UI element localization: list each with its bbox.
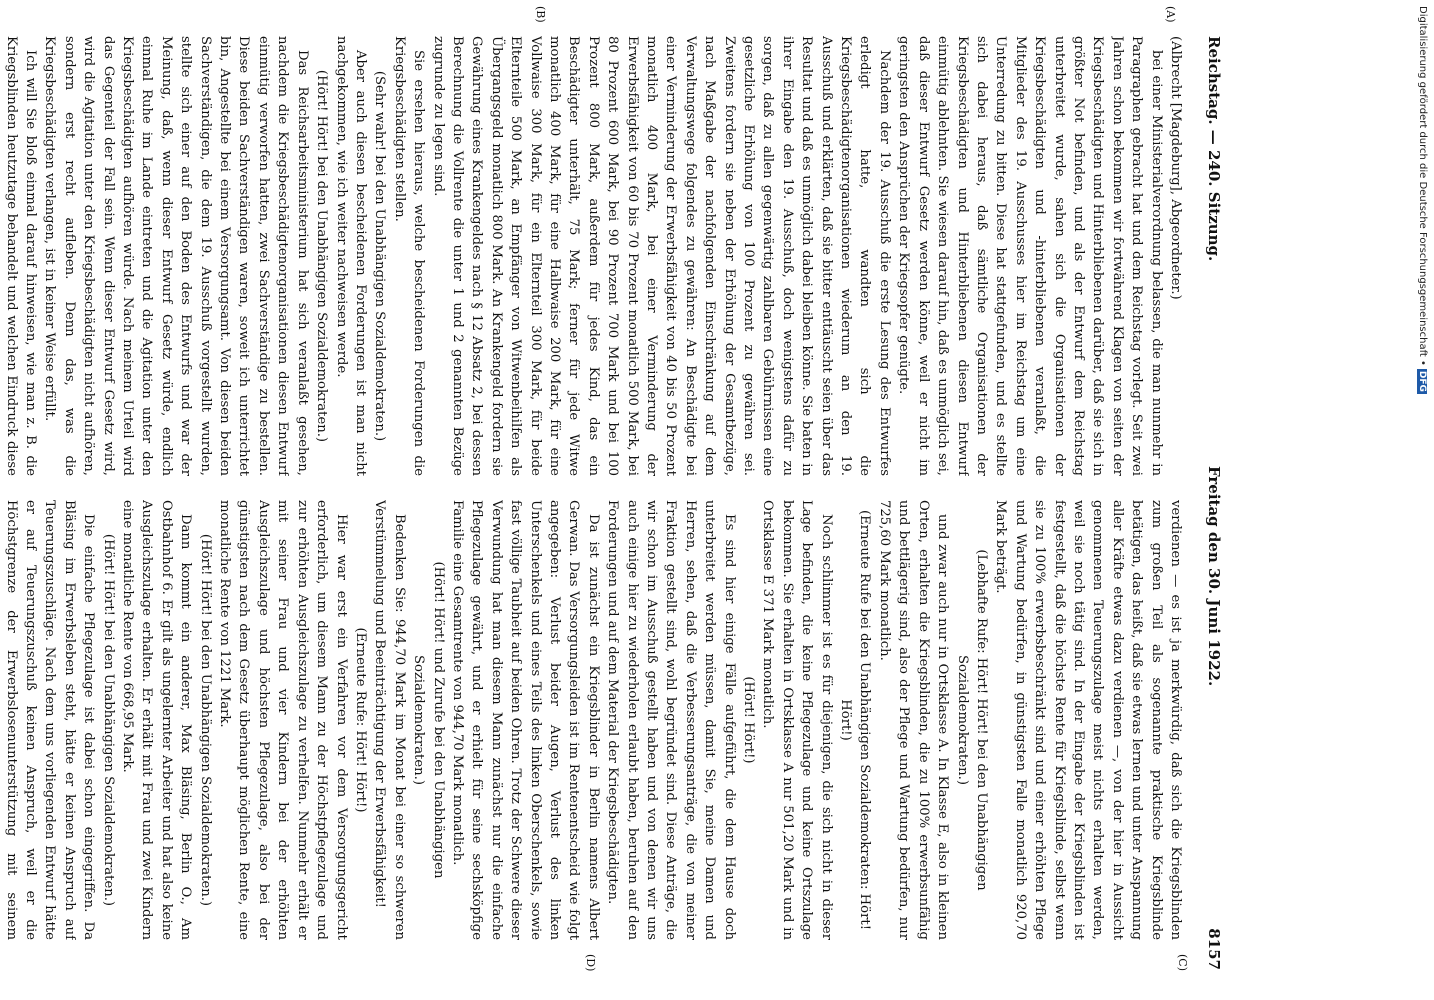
paragraph: Sie ersehen hieraus, welche bescheidenen Forderungen die Kriegsbeschädigten stellen.: [391, 36, 427, 476]
interjection: (Hört! Hört! bei den Unabhängigen Sozialdemokraten.): [314, 69, 330, 443]
margin-marker-c: (C): [1176, 954, 1189, 971]
credit-line: [1417, 6, 1428, 394]
paragraph: verdienen — es ist ja merkwürdig, daß sich die Kriegsblinden zum großen Teil als sogenannte praktische Kriegsblinde betätigen, das heißt, daß sie etwas lernen und unter Anspannung aller Kräfte etwas dazu verdienen —, von der hier in Aussicht genommenen Teuerungszulage meist nichts erhalten werden, weil sie noch tätig sind. In der Eingabe der Kriegsblinden ist festgestellt, daß die höchste Rente für Kriegsblinde, selbst wenn sie zu 100% erwerbsbeschränkt sind und einer erhöhten Pflege und Wartung bedürfen, in günstigsten Falle monatlich 920,70 Mark beträgt.: [993, 500, 1183, 940]
interjection: (Erneute Rufe bei den Unabhängigen Sozialdemokraten: Hört! Hört!): [838, 509, 873, 931]
dfg-logo: DFG: [1417, 370, 1427, 392]
paragraph: Das Reichsarbeitsministerium hat sich veranlaßt gesehen, nachdem die Kriegsbeschädigtenorganisationen diesen Entwurf einmütig verworfen hatten, zwei Sachverständige zu bestellen. Diese beiden Sachverständigen waren, soweit ich unterrichtet bin, Angestellte bei einem Versorgungsamt. Von diesen beiden Sachverständigen, die dem 19. Ausschuß vorgestellt wurden, stellte sich einer auf den Boden des Entwurfs und war der Meinung, daß, wenn dieser Entwurf Gesetz würde, endlich einmal Ruhe im Lande eintreten und die Agitation unter den Kriegsbeschädigten aufhören würde. Nach meinem Urteil wird das Gegenteil der Fall sein. Wenn dieser Entwurf Gesetz wird, wird die Agitation unter den Kriegsbeschädigten nicht aufhören, sondern erst recht aufleben. Denn das, was die Kriegsbeschädigten verlangen, ist in keiner Weise erfüllt.: [42, 36, 310, 476]
running-header: [1193, 36, 1223, 970]
interjection: (Hört! Hört! bei den Unabhängigen Sozialdemokraten.): [197, 533, 213, 907]
interjection: (Hört! Hört! und Zurufe bei den Unabhängigen Sozialdemokraten.): [411, 561, 446, 879]
session-title: Reichstag. — 240. Sitzung.: [1205, 36, 1223, 262]
paragraph: bei einer Ministerialverordnung belassen, die man nunmehr in Paragraphen gebracht hat und dem Reichstag vorlegt. Seit zwei Jahren schon bekommen wir fortwährend Klagen von seiten der Kriegsbeschädigten und Hinterbliebenen darüber, daß sie sich in größter Not befinden, und als der Entwurf dem Reichstag unterbreitet wurde, sahen sich die Organisationen der Kriegsbeschädigten und -hinterbliebenen veranlaßt, die Mitglieder des 19. Ausschusses hier im Reichstag um eine Unterredung zu bitten. Diese hat stattgefunden, und es stellte sich dabei heraus, daß sämtliche Organisationen der Kriegsbeschädigten und Hinterbliebenen diesen Entwurf einmütig ablehnten. Sie wiesen darauf hin, daß es unmöglich sei, daß dieser Entwurf Gesetz werden könne, weil er nicht im geringsten den Ansprüchen der Kriegsopfer genügte.: [896, 36, 1164, 476]
interjection: (Hört! Hört!): [741, 676, 757, 764]
paragraph: Bedenken Sie: 944,70 Mark im Monat bei einer so schweren Verstümmelung und Beeinträchtigung der Erwerbsfähigkeit!: [372, 500, 407, 940]
session-date: Freitag den 30. Juni 1922.: [1205, 466, 1223, 687]
paragraph: Die einfache Pflegezulage ist dabei schon eingegriffen. Da Bläsing im Erwerbsleben steht, hätte er keinen Anspruch auf Teuerungszuschläge. Nach dem uns vorliegenden Entwurf hätte er auf Teuerungszuschuß keinen Anspruch, weil er die Höchstgrenze der Erwerbslosenunterstützung mit seinem: [3, 500, 97, 940]
paragraph: Dann kommt ein anderer, Max Bläsing, Berlin O., Am Ostbahnhof 6. Er gilt als ungelernter Arbeiter und hat also keine Ausgleichszulage erhalten. Er erhält mit Frau und zwei Kindern eine monatliche Rente von 668,95 Mark.: [120, 500, 194, 940]
paragraph: (Albrecht [Magdeburg], Abgeordneter.): [1168, 36, 1183, 300]
margin-marker-a: (A): [1164, 6, 1177, 23]
credit-text: Digitalisierung gefördert durch die Deutsche Forschungsgemeinschaft •: [1417, 6, 1428, 366]
paragraph: und zwar auch nur in Ortsklasse A. In Klasse E, also in kleinen Orten, erhalten die Kriegsblinden, die zu 100% erwerbsunfähig und bettlägerig sind, also der Pflege und Wartung bedürfen, nur 725,60 Mark monatlich.: [876, 500, 951, 940]
paragraph: Es sind hier einige Fälle aufgeführt, die dem Hause doch unterbreitet werden müssen, damit Sie, meine Damen und Herren, sehen, daß die Verbesserungsanträge, die von meiner Fraktion gestellt sind, wohl begründet sind. Diese Anträge, die wir schon im Ausschuß gestellt haben und von denen wir uns auch einige hier zu wiederholen erlaubt haben, beruhen auf den Forderungen und auf dem Material der Kriegsbeschädigten.: [605, 500, 737, 940]
interjection: (Sehr wahr! bei den Unabhängigen Sozialdemokraten.): [372, 70, 388, 442]
interjection: (Hört! Hört! bei den Unabhängigen Sozialdemokraten.): [100, 533, 116, 907]
paragraph: Aber auch diesen bescheidenen Forderungen ist man nicht nachgekommen, wie ich weiter nachweisen werde.: [333, 36, 368, 476]
paragraph: Da ist zunächst ein Kriegsblinder in Berlin namens Albert Gerwan. Das Versorgungsleiden ist im Rentenentscheid wie folgt angegeben: Verlust beider Augen, Verlust des linken Unterschenkels und eines Teils des linken Oberschenkels, sowie fast völlige Taubheit auf beiden Ohren. Trotz der Schwere dieser Verwundung hat man diesem Mann zunächst nur die einfache Pflegezulage gewährt, und er erhielt für seine sechsköpfige Familie eine Gesamtrente von 944,70 Mark monatlich.: [449, 500, 601, 940]
right-text-column: [0, 500, 1185, 940]
page-number: 8157: [1205, 928, 1223, 970]
paragraph: Nachdem der 19. Ausschuß die erste Lesung des Entwurfes erledigt hatte, wandten sich die Kriegsbeschädigtenorganisationen wiederum an den 19. Ausschuß und erklärten, daß sie bitter enttäuscht seien über das Resultat und daß es unmöglich dabei bleiben könne. Sie baten in ihrer Eingabe den 19. Ausschuß, doch wenigstens dafür zu sorgen, daß zu allen gegenwärtig zahlbaren Gebührnissen eine gesetzliche Erhöhung von 100 Prozent zu gewähren sei. Zweitens fordern sie neben der Erhöhung der Gesamtbezüge, nach Maßgabe der nachfolgenden Einschränkung auf dem Verwaltungswege folgendes zu gewähren: An Beschädigte bei einer Verminderung der Erwerbsfähigkeit von 40 bis 50 Prozent monatlich 400 Mark, bei einer Verminderung der Erwerbsfähigkeit von 60 bis 70 Prozent monatlich 500 Mark, bei 80 Prozent 600 Mark, bei 90 Prozent 700 Mark und bei 100 Prozent 800 Mark, außerdem für jedes Kind, das ein Beschädigter unterhält, 75 Mark; ferner für jede Witwe monatlich 400 Mark, für eine Halbwaise 200 Mark, für eine Vollwaise 300 Mark, für ein Elternteil 300 Mark, für beide Elternteile 500 Mark, an Empfänger von Witwenbeihilfen als Übergangsgeld monatlich 800 Mark. An Krankengeld fordern sie Gewährung eines Krankengeldes nach § 12 Absatz 2, bei dessen Berechnung die Vollrente die unter 1 und 2 genannten Bezüge zugrunde zu legen sind.: [430, 36, 892, 476]
interjection: (Erneute Rufe: Hört! Hört!): [352, 627, 368, 813]
margin-marker-d: (D): [584, 954, 597, 972]
paragraph: Hier war erst ein Verfahren vor dem Versorgungsgericht erforderlich, um diesem Mann zu der Höchstpflegezulage und zur erhöhten Ausgleichszulage zu verhelfen. Nunmehr erhält er mit seiner Frau und vier Kindern bei der erhöhten Ausgleichszulage und höchsten Pflegezulage, also bei der günstigsten nach dem Gesetz überhaupt möglichen Rente, eine monatliche Rente von 1221 Mark.: [217, 500, 349, 940]
digitization-credit: [1418, 6, 1434, 994]
left-text-column: [0, 36, 1185, 476]
margin-marker-b: (B): [534, 6, 547, 23]
paragraph: Ich will Sie bloß einmal darauf hinweisen, wie man z. B. die Kriegsblinden heutzutage behandelt und welchen Eindruck diese: [3, 36, 39, 476]
interjection: (Lebhafte Rufe: Hört! Hört! bei den Unabhängigen Sozialdemokraten.): [954, 549, 989, 891]
paragraph: Noch schlimmer ist es für diejenigen, die sich nicht in dieser Lage befinden, die keine Pflegezulage und keine Ortszulage bekommen. Sie erhalten in Ortsklasse A nur 501,20 Mark und in Ortsklasse E 371 Mark monatlich.: [760, 500, 834, 940]
